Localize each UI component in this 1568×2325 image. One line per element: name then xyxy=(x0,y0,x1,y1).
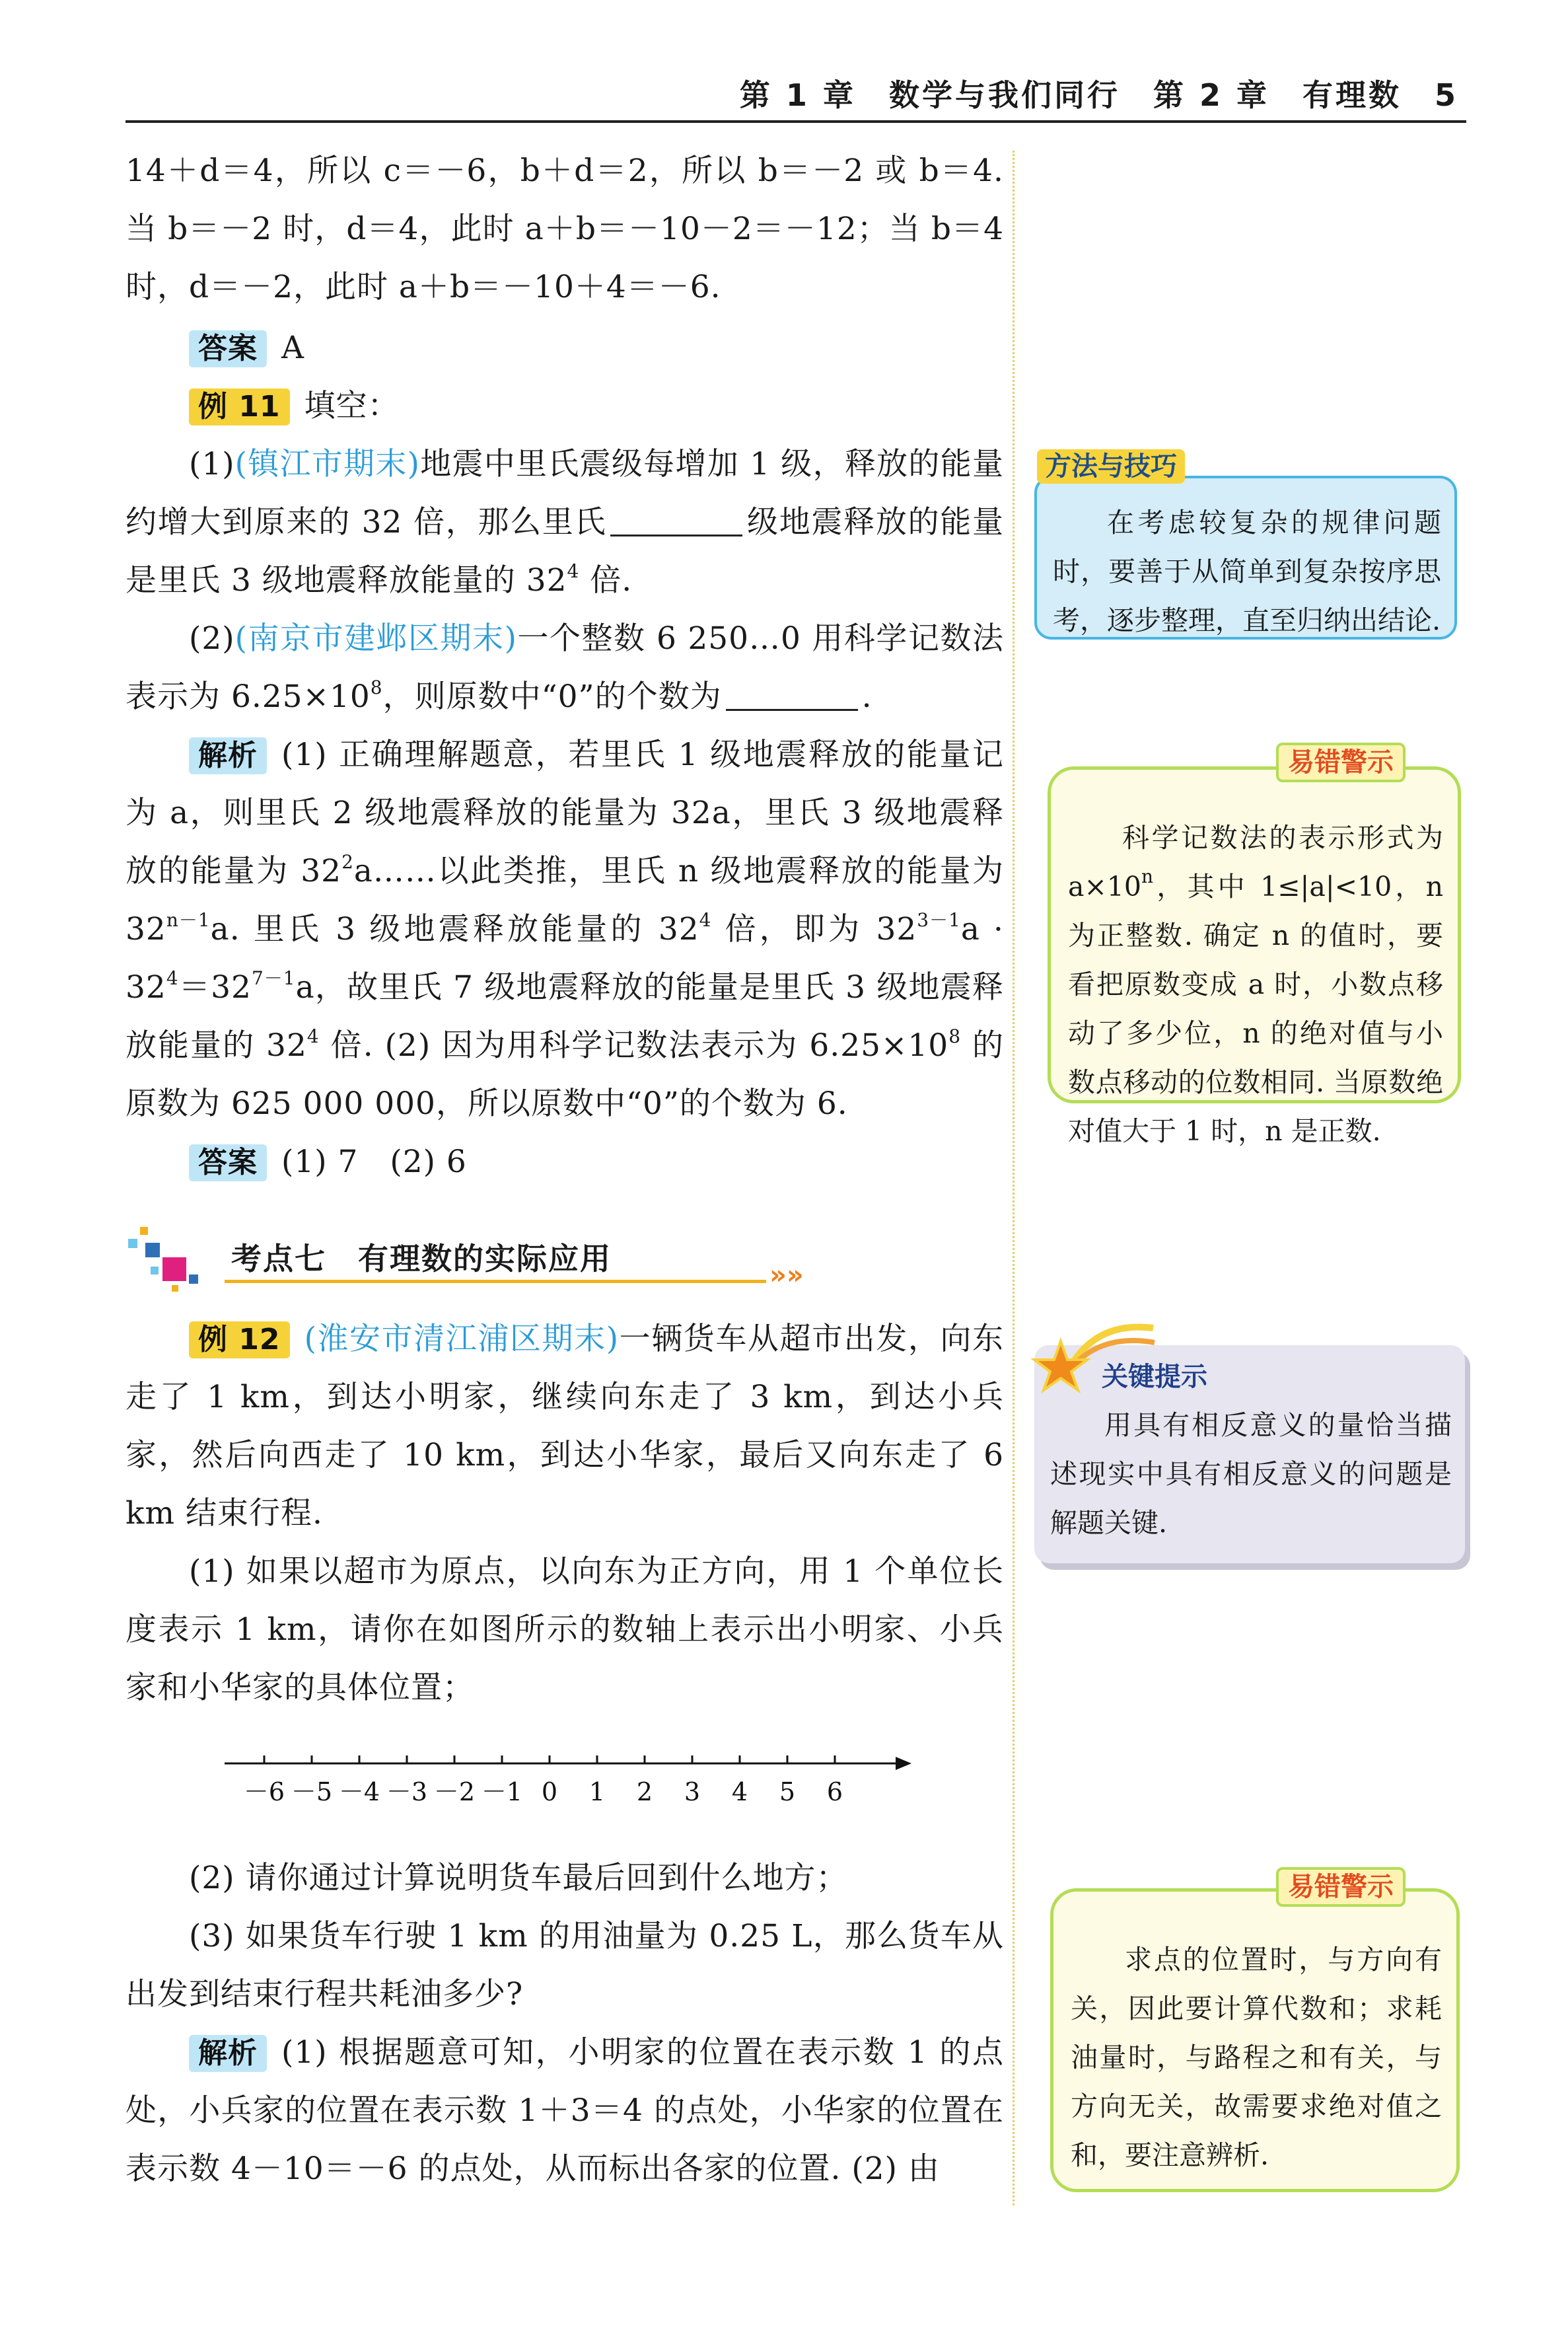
question-number: (2) xyxy=(189,620,235,657)
question-number: (1) xyxy=(189,446,235,482)
main-column xyxy=(125,142,1004,2198)
error-warning-text-1 xyxy=(1068,813,1443,1156)
axis-tick-label: 5 xyxy=(779,1777,796,1806)
axis-tick-label: 4 xyxy=(731,1777,748,1806)
exponent: 8 xyxy=(948,1025,962,1047)
question-12-1: (1) 如果以超市为原点，以向东为正方向，用 1 个单位长度表示 1 km，请你在如图所示的数轴上表示出小明家、小兵家和小华家的具体位置； xyxy=(125,1553,1004,1706)
exponent: 3－1 xyxy=(917,909,961,931)
axis-tick-label: 6 xyxy=(826,1777,843,1806)
exponent: n－1 xyxy=(166,909,211,931)
section-underline xyxy=(225,1280,766,1283)
answer-line-1 xyxy=(125,319,1004,377)
section-arrows-icon: »» xyxy=(769,1260,804,1290)
error-warning-text-2: 求点的位置时，与方向有关，因此要计算代数和；求耗油量时，与路程之和有关，与方向无关，故需要求绝对值之和，要注意辨析. xyxy=(1071,1944,1442,2171)
number-line-figure xyxy=(125,1717,1004,1849)
example-tag: 例 11 xyxy=(189,388,290,425)
key-hint-text: 用具有相反意义的量恰当描述现实中具有相反意义的问题是解题关键. xyxy=(1050,1409,1452,1539)
exponent: 4 xyxy=(567,560,580,582)
question-text: 一个整数 6 250…0 用科学记数法表示为 6.25×10 xyxy=(125,620,1004,715)
warning-text: 科学记数法的表示形式为 a×10 xyxy=(1068,822,1443,903)
section-heading xyxy=(125,1218,1004,1297)
page-header xyxy=(125,59,1466,123)
header-chapter-title: 第 1 章 数学与我们同行 第 2 章 有理数 5 xyxy=(739,77,1458,113)
method-tips-box xyxy=(1034,476,1457,640)
column-divider xyxy=(1013,151,1015,2205)
section-decoration-icon xyxy=(125,1224,211,1297)
error-warning-box-2 xyxy=(1050,1888,1460,2192)
example-11-heading xyxy=(125,377,1004,435)
question-source: (南京市建邺区期末) xyxy=(234,620,517,657)
question-11-2 xyxy=(125,610,1004,726)
solution-text: ＝32 xyxy=(178,969,252,1006)
axis-tick-label: 2 xyxy=(636,1777,653,1806)
answer-tag: 答案 xyxy=(189,1144,267,1181)
solution-tag: 解析 xyxy=(189,737,267,774)
axis-tick-label: －1 xyxy=(481,1777,523,1806)
axis-tick-label: －3 xyxy=(386,1777,428,1806)
axis-tick-label: －6 xyxy=(243,1777,285,1806)
question-12-3: (3) 如果货车行驶 1 km 的用油量为 0.25 L，那么货车从出发到结束行程共耗油多少? xyxy=(125,1918,1004,2012)
solution-text: 倍，即为 32 xyxy=(711,911,917,947)
answer-blank xyxy=(610,535,742,536)
example-tag: 例 12 xyxy=(189,1321,290,1358)
example-12 xyxy=(125,1310,1004,1543)
section-title: 考点七 有理数的实际应用 xyxy=(231,1241,612,1276)
axis-tick-label: 3 xyxy=(684,1777,701,1806)
solution-text: 的原数为 625 000 000，所以原数中“0”的个数为 6. xyxy=(125,1027,1004,1122)
exponent: 4 xyxy=(699,909,712,931)
question-source: (淮安市清江浦区期末) xyxy=(304,1321,620,1357)
exponent: n xyxy=(1141,866,1154,887)
axis-tick-label: －2 xyxy=(433,1777,476,1806)
solution-text: (1) 正确理解题意，若里氏 1 级地震释放的能量记为 a，则里氏 2 级地震释放的能量为 32a，里氏 3 级地震释放的能量为 32 xyxy=(125,737,1004,889)
solution-text: a · 32 xyxy=(125,911,1004,1006)
warning-text: ，其中 1≤|a|<10，n 为正整数. 确定 n 的值时，要看把原数变成 a 时，小数点移动了多少位，n 的绝对值与小数点移动的位数相同. 当原数绝对值大于 1 时，n 是正数. xyxy=(1068,871,1443,1147)
question-source: (镇江市期末) xyxy=(234,446,420,482)
question-11-1 xyxy=(125,435,1004,610)
axis-arrow-icon xyxy=(896,1757,911,1770)
solution-text: (1) 根据题意可知，小明家的位置在表示数 1 的点处，小兵家的位置在表示数 1＋3＝4 的点处，小华家的位置在表示数 4－10＝－6 的点处，从而标出各家的位置. (2) 由 xyxy=(125,2034,1004,2187)
exponent: 2 xyxy=(341,851,354,873)
axis-tick-label: －5 xyxy=(291,1777,333,1806)
axis-tick-label: －4 xyxy=(338,1777,380,1806)
answer-value: (1) 7 (2) 6 xyxy=(281,1144,467,1180)
exponent: 8 xyxy=(370,677,383,698)
answer-value: A xyxy=(281,330,304,366)
question-text: 倍. xyxy=(579,562,633,599)
answer-tag: 答案 xyxy=(189,330,267,367)
answer-line-2 xyxy=(125,1133,1004,1191)
exponent: 7－1 xyxy=(251,967,296,989)
question-text: 地震中里氏震级每增加 1 级，释放的能量约增大到原来的 32 倍，那么里氏 xyxy=(125,446,1004,540)
number-line xyxy=(218,1744,931,1829)
solution-text: 倍. (2) 因为用科学记数法表示为 6.25×10 xyxy=(319,1027,949,1064)
method-tips-label: 方法与技巧 xyxy=(1037,449,1185,484)
method-tips-text: 在考虑较复杂的规律问题时，要善于从简单到复杂按序思考，逐步整理，直至归纳出结论. xyxy=(1053,507,1441,636)
exponent: 4 xyxy=(166,967,179,989)
paragraph-continuation: 14＋d＝4，所以 c＝－6，b＋d＝2，所以 b＝－2 或 b＝4. 当 b＝－2 时，d＝4，此时 a＋b＝－10－2＝－12；当 b＝4 时，d＝－2，此时 a＋b＝－10＋4＝－6. xyxy=(125,153,1004,305)
axis-tick-label: 0 xyxy=(541,1777,558,1806)
question-text: 级地震释放的能量是里氏 3 级地震释放能量的 32 xyxy=(125,504,1005,599)
error-warning-label-2: 易错警示 xyxy=(1276,1867,1406,1907)
exponent: 4 xyxy=(306,1025,320,1047)
question-text: ，则原数中“0”的个数为 xyxy=(382,679,722,715)
question-text: . xyxy=(861,679,873,715)
error-warning-label-1: 易错警示 xyxy=(1276,743,1406,782)
example-12-text: 一辆货车从超市出发，向东走了 1 km，到达小明家，继续向东走了 3 km，到达小兵家，然后向西走了 10 km，到达小华家，最后又向东走了 6 km 结束行程. xyxy=(125,1321,1004,1532)
solution-tag: 解析 xyxy=(189,2035,267,2072)
solution-text: a，故里氏 7 级地震释放的能量是里氏 3 级地震释放能量的 32 xyxy=(125,969,1004,1064)
question-12-2: (2) 请你通过计算说明货车最后回到什么地方； xyxy=(189,1860,848,1896)
error-warning-box-1 xyxy=(1048,766,1461,1147)
answer-blank xyxy=(726,709,858,711)
example-11-text: 填空： xyxy=(304,388,400,424)
axis-tick-label: 1 xyxy=(588,1777,606,1806)
solution-11 xyxy=(125,726,1004,1133)
solution-text: a……以此类推，里氏 n 级地震释放的能量为 32 xyxy=(125,853,1004,947)
solution-12 xyxy=(125,2024,1004,2198)
key-hint-label: 关键提示 xyxy=(1102,1362,1207,1392)
solution-text: a. 里氏 3 级地震释放能量的 32 xyxy=(210,911,699,947)
